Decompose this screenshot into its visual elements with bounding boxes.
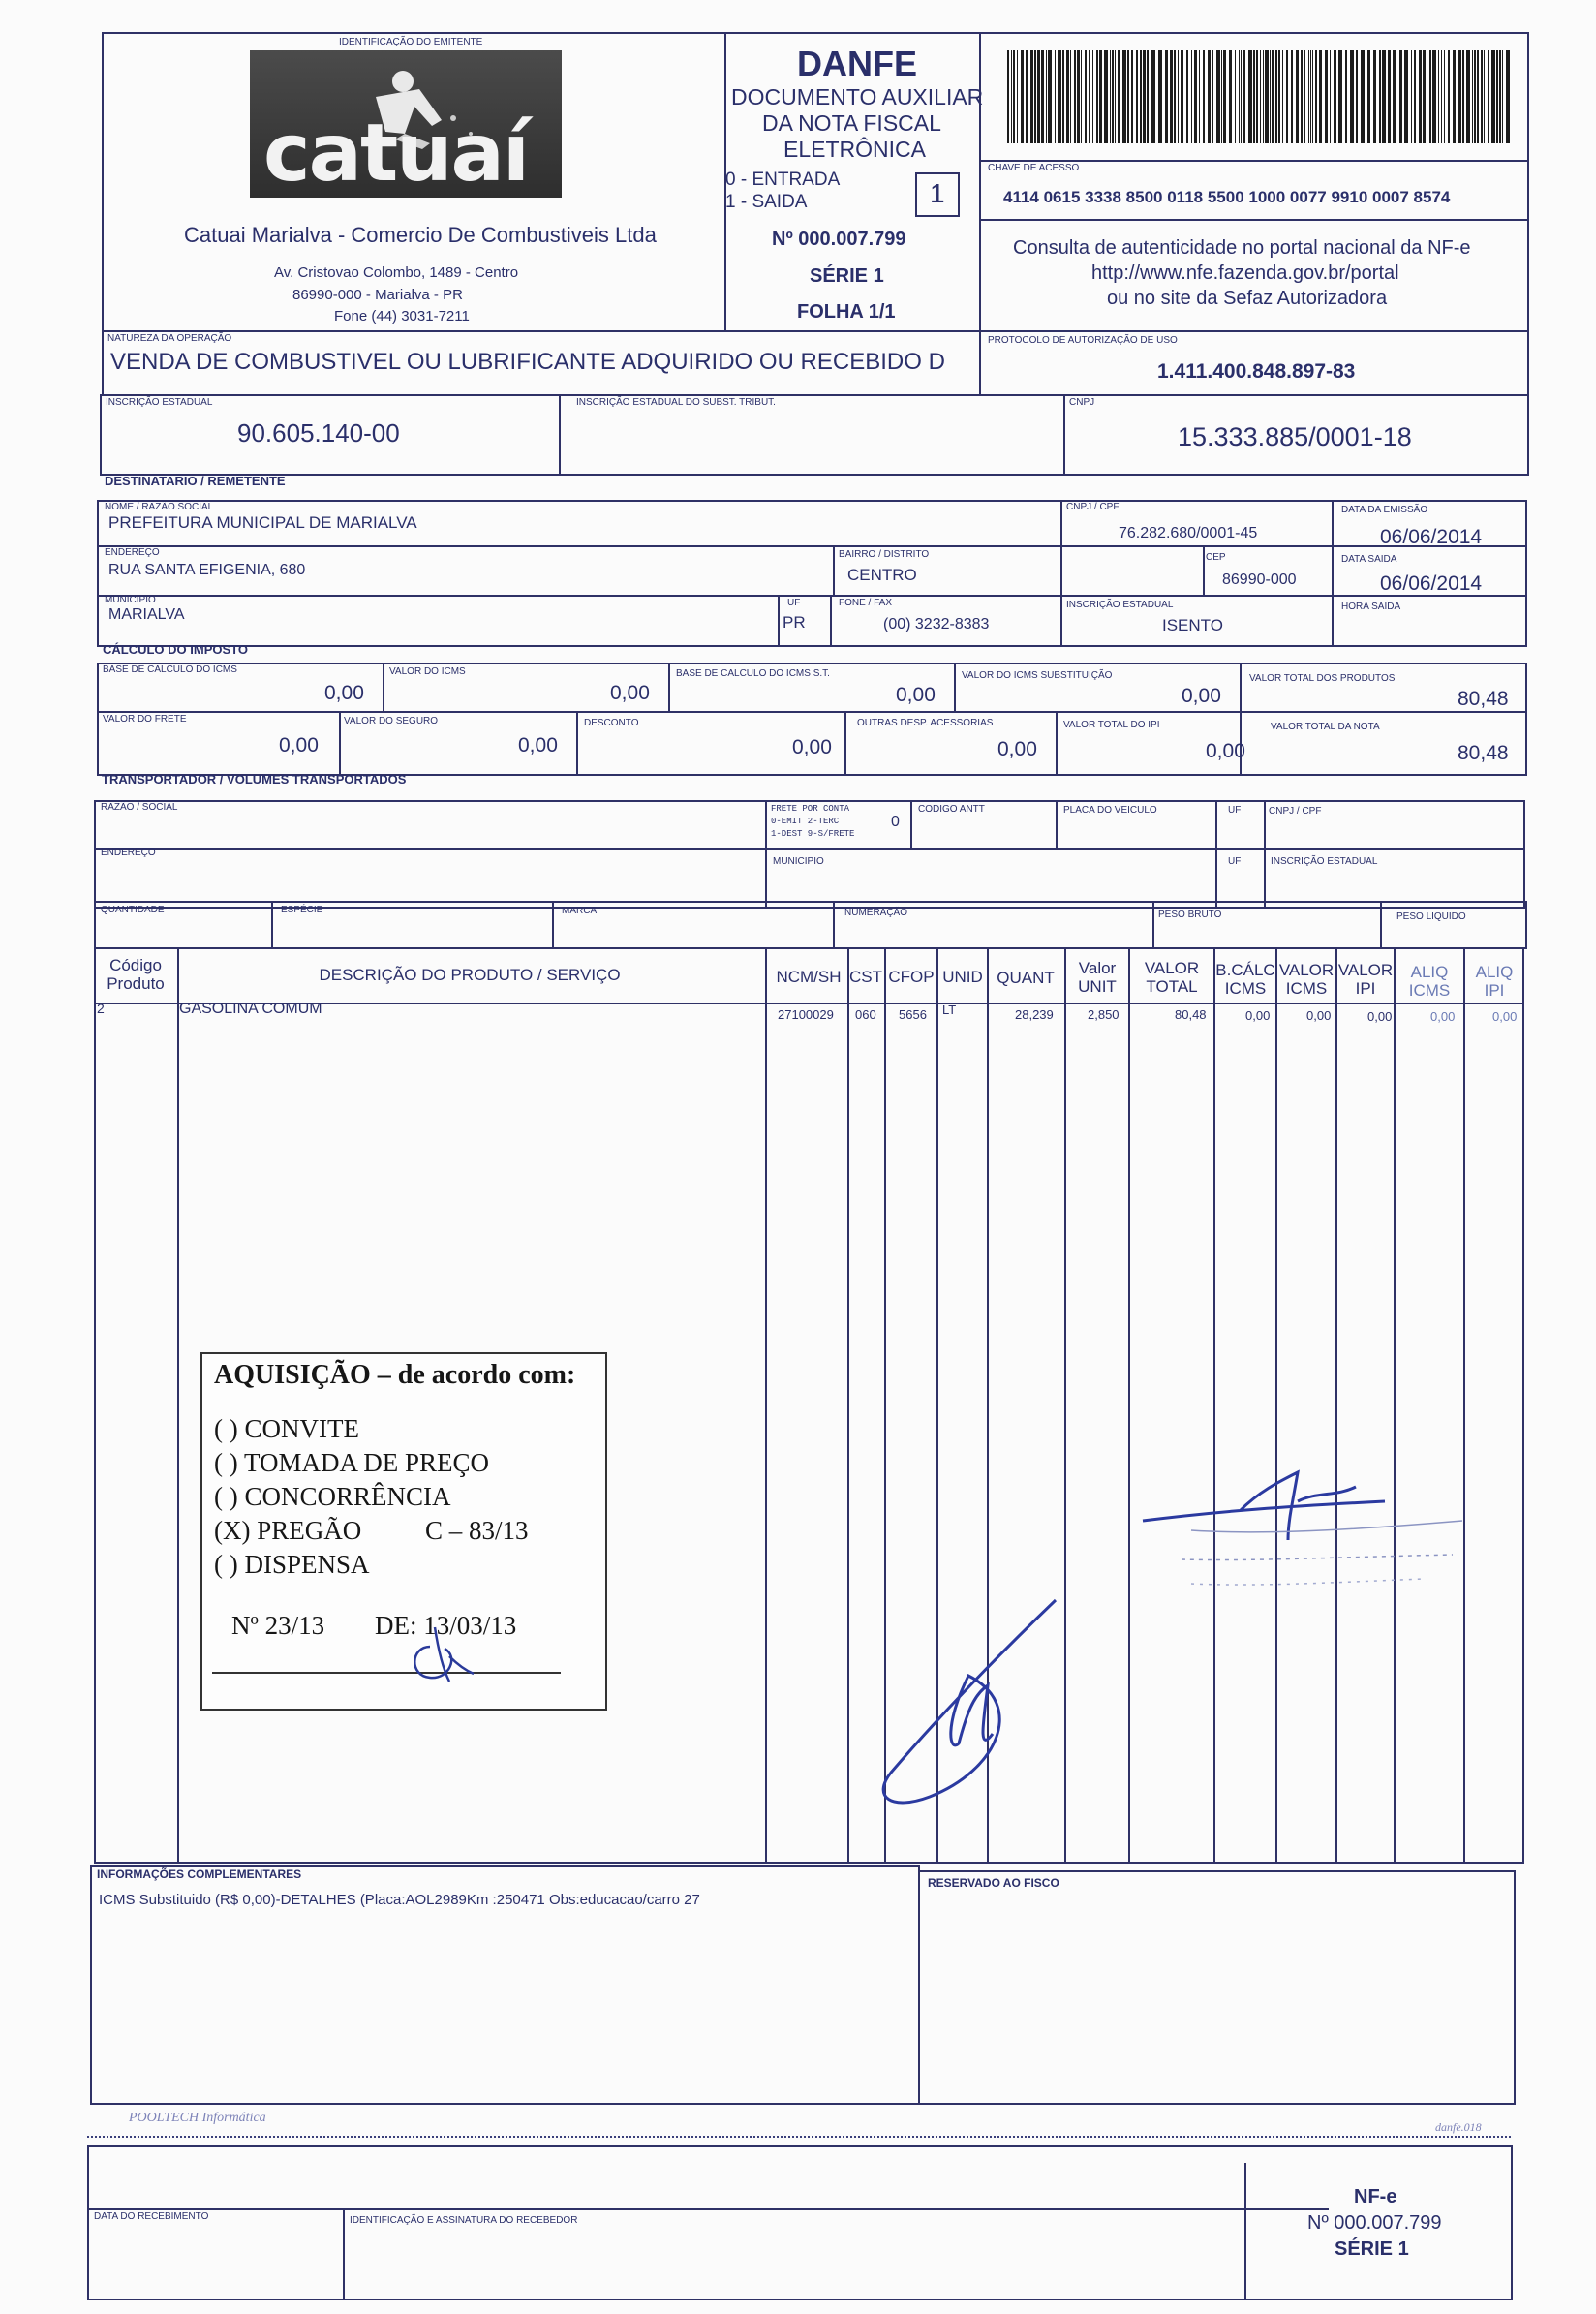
dest-endereco-label: ENDEREÇO bbox=[105, 547, 160, 558]
cell-valor-ipi: 0,00 bbox=[1367, 1009, 1393, 1024]
dest-municipio-label: MUNICIPIO bbox=[105, 595, 156, 605]
cell-aliq-icms: 0,00 bbox=[1430, 1009, 1456, 1024]
danfe-tipo: 1 bbox=[930, 178, 945, 208]
seguro-label: VALOR DO SEGURO bbox=[344, 716, 439, 726]
inscricao-value: 90.605.140-00 bbox=[237, 418, 400, 447]
dest-endereco: RUA SANTA EFIGENIA, 680 bbox=[108, 562, 306, 578]
canhoto-serie: SÉRIE 1 bbox=[1335, 2238, 1409, 2260]
chave-value: 4114 0615 3338 8500 0118 5500 1000 0077 9910 0007 8574 bbox=[1003, 188, 1451, 206]
imposto-section: CÁLCULO DO IMPOSTO bbox=[103, 642, 248, 657]
danfe-subtitle-3: ELETRÔNICA bbox=[783, 137, 926, 162]
cnpj-value: 15.333.885/0001-18 bbox=[1178, 422, 1412, 451]
danfe-saida: 1 - SAIDA bbox=[725, 192, 808, 212]
frete-conta-value: 0 bbox=[891, 814, 900, 830]
protocolo-label: PROTOCOLO DE AUTORIZAÇÃO DE USO bbox=[988, 335, 1178, 346]
th-aliq-icms: ALIQ ICMS bbox=[1408, 963, 1451, 1000]
dest-hora-label: HORA SAIDA bbox=[1341, 602, 1401, 612]
fisco-box bbox=[918, 1870, 1516, 2105]
dest-cep: 86990-000 bbox=[1222, 571, 1297, 588]
base-st: 0,00 bbox=[896, 684, 936, 706]
th-ncm: NCM/SH bbox=[776, 968, 842, 986]
valor-icms: 0,00 bbox=[610, 682, 650, 704]
dest-uf: PR bbox=[783, 613, 806, 632]
dest-nome: PREFEITURA MUNICIPAL DE MARIALVA bbox=[108, 513, 417, 532]
info-label: INFORMAÇÕES COMPLEMENTARES bbox=[97, 1867, 302, 1881]
inscricao-label: INSCRIÇÃO ESTADUAL bbox=[106, 397, 213, 408]
cell-valor-icms: 0,00 bbox=[1306, 1008, 1332, 1023]
frete-label: VALOR DO FRETE bbox=[103, 714, 187, 725]
valor-st: 0,00 bbox=[1182, 685, 1221, 707]
recebedor-label: IDENTIFICAÇÃO E ASSINATURA DO RECEBEDOR bbox=[350, 2215, 578, 2226]
cell-cfop: 5656 bbox=[899, 1007, 927, 1022]
th-unid: UNID bbox=[942, 968, 983, 986]
marca-label: MARCA bbox=[562, 906, 598, 916]
info-value: ICMS Substituido (R$ 0,00)-DETALHES (Placa:AOL2989Km :250471 Obs:educacao/carro 27 bbox=[99, 1892, 700, 1908]
aquisicao-stamp bbox=[200, 1352, 607, 1711]
dest-ie-label: INSCRIÇÃO ESTADUAL bbox=[1066, 600, 1174, 610]
valor-icms-label: VALOR DO ICMS bbox=[389, 666, 466, 677]
recebimento-label: DATA DO RECEBIMENTO bbox=[94, 2211, 209, 2222]
dest-fone: (00) 3232-8383 bbox=[883, 616, 990, 632]
th-descricao: DESCRIÇÃO DO PRODUTO / SERVIÇO bbox=[319, 966, 621, 984]
dest-emissao: 06/06/2014 bbox=[1380, 526, 1483, 548]
outras: 0,00 bbox=[998, 738, 1037, 760]
transp-municipio-label: MUNICIPIO bbox=[773, 856, 824, 867]
stamp-tomada: ( ) TOMADA DE PREÇO bbox=[214, 1448, 490, 1477]
dest-bairro-label: BAIRRO / DISTRITO bbox=[839, 549, 930, 560]
emitente-name: Catuai Marialva - Comercio De Combustiveis Ltda bbox=[184, 223, 657, 247]
subst-label: INSCRIÇÃO ESTADUAL DO SUBST. TRIBUT. bbox=[576, 397, 776, 408]
emitente-address-1: Av. Cristovao Colombo, 1489 - Centro bbox=[274, 264, 519, 281]
desconto-label: DESCONTO bbox=[584, 718, 639, 728]
cell-valor-unit: 2,850 bbox=[1088, 1007, 1120, 1022]
dest-municipio: MARIALVA bbox=[108, 606, 185, 623]
base-icms: 0,00 bbox=[324, 682, 364, 704]
danfe-serie: SÉRIE 1 bbox=[810, 265, 884, 287]
stamp-title: AQUISIÇÃO – de acordo com: bbox=[214, 1360, 576, 1390]
software-credit: POOLTECH Informática bbox=[129, 2111, 266, 2125]
frete-conta-2: 0-EMIT 2-TERC bbox=[771, 817, 840, 826]
desconto: 0,00 bbox=[792, 736, 832, 758]
dest-emissao-label: DATA DA EMISSÃO bbox=[1341, 505, 1428, 515]
catuai-logo bbox=[250, 50, 562, 198]
base-st-label: BASE DE CALCULO DO ICMS S.T. bbox=[676, 668, 830, 679]
emitente-section-label: IDENTIFICAÇÃO DO EMITENTE bbox=[339, 37, 483, 47]
total-prod: 80,48 bbox=[1458, 688, 1509, 710]
dest-nome-label: NOME / RAZÃO SOCIAL bbox=[105, 502, 214, 512]
dest-ie: ISENTO bbox=[1162, 616, 1223, 634]
total-prod-label: VALOR TOTAL DOS PRODUTOS bbox=[1249, 673, 1396, 684]
placa-label: PLACA DO VEICULO bbox=[1063, 805, 1157, 816]
danfe-numero: Nº 000.007.799 bbox=[772, 229, 906, 250]
consulta-line-3: ou no site da Sefaz Autorizadora bbox=[1107, 288, 1388, 309]
base-icms-label: BASE DE CALCULO DO ICMS bbox=[103, 664, 237, 675]
cell-bc-icms: 0,00 bbox=[1245, 1008, 1271, 1023]
valor-st-label: VALOR DO ICMS SUBSTITUIÇÃO bbox=[962, 670, 1113, 681]
danfe-subtitle-1: DOCUMENTO AUXILIAR bbox=[731, 84, 984, 109]
canhoto-numero: Nº 000.007.799 bbox=[1307, 2212, 1442, 2234]
cell-unid: LT bbox=[942, 1003, 957, 1017]
cut-line bbox=[87, 2136, 1511, 2138]
th-codigo: Código Produto bbox=[107, 956, 165, 993]
emitente-phone: Fone (44) 3031-7211 bbox=[334, 308, 470, 324]
dest-fone-label: FONE / FAX bbox=[839, 598, 893, 608]
chave-label: CHAVE DE ACESSO bbox=[988, 163, 1080, 173]
dest-saida: 06/06/2014 bbox=[1380, 572, 1483, 595]
cell-cst: 060 bbox=[855, 1007, 876, 1022]
transp-uf-label: UF bbox=[1228, 805, 1242, 816]
cell-codigo: 2 bbox=[97, 1001, 105, 1016]
stamp-numero: Nº 23/13 bbox=[231, 1611, 325, 1640]
th-valor-ipi: VALOR IPI bbox=[1337, 961, 1394, 998]
transp-ie-label: INSCRIÇÃO ESTADUAL bbox=[1271, 856, 1378, 867]
canhoto-nfe: NF-e bbox=[1354, 2186, 1397, 2207]
frete-conta-3: 1-DEST 9-S/FRETE bbox=[771, 829, 855, 839]
th-valor-unit: Valor UNIT bbox=[1078, 959, 1117, 996]
dest-saida-label: DATA SAIDA bbox=[1341, 554, 1397, 565]
danfe-entrada: 0 - ENTRADA bbox=[725, 170, 841, 190]
danfe-title: DANFE bbox=[797, 44, 917, 83]
th-aliq-ipi: ALIQ IPI bbox=[1475, 963, 1514, 1000]
canhoto-box bbox=[87, 2145, 1513, 2300]
emitente-address-2: 86990-000 - Marialva - PR bbox=[292, 287, 463, 303]
th-bc-icms: B.CÁLC ICMS bbox=[1215, 961, 1275, 998]
natureza-label: NATUREZA DA OPERAÇÃO bbox=[107, 333, 232, 344]
signature-icon bbox=[852, 1589, 1104, 1840]
cell-quant: 28,239 bbox=[1015, 1007, 1054, 1022]
ipi: 0,00 bbox=[1206, 740, 1245, 762]
initials-signature-icon bbox=[391, 1618, 478, 1685]
antt-label: CODIGO ANTT bbox=[918, 804, 985, 815]
transp-razao-label: RAZÃO / SOCIAL bbox=[101, 802, 178, 813]
consulta-line-1: Consulta de autenticidade no portal nacional da NF-e bbox=[1013, 237, 1471, 259]
cnpj-label: CNPJ bbox=[1069, 397, 1095, 408]
quantidade-label: QUANTIDADE bbox=[101, 905, 165, 915]
transportador-section: TRANSPORTADOR / VOLUMES TRANSPORTADOS bbox=[102, 772, 407, 787]
natureza-value: VENDA DE COMBUSTIVEL OU LUBRIFICANTE ADQUIRIDO OU RECEBIDO D bbox=[110, 349, 945, 375]
logo-text: catuaí bbox=[263, 108, 528, 200]
numeracao-label: NUMERAÇÃO bbox=[844, 908, 908, 918]
stamp-convite: ( ) CONVITE bbox=[214, 1414, 359, 1443]
destinatario-section: DESTINATARIO / REMETENTE bbox=[105, 474, 286, 488]
transp-cnpj-label: CNPJ / CPF bbox=[1269, 806, 1322, 817]
danfe-folha: FOLHA 1/1 bbox=[797, 301, 896, 323]
dest-bairro: CENTRO bbox=[847, 566, 917, 584]
th-cst: CST bbox=[849, 968, 882, 986]
peso-liquido-label: PESO LIQUIDO bbox=[1396, 911, 1466, 922]
transp-uf2-label: UF bbox=[1228, 856, 1242, 867]
th-quant: QUANT bbox=[997, 969, 1055, 987]
transp-endereco-label: ENDEREÇO bbox=[101, 848, 156, 858]
cell-descricao: GASOLINA COMUM bbox=[179, 1001, 322, 1017]
th-cfop: CFOP bbox=[888, 968, 935, 986]
ipi-label: VALOR TOTAL DO IPI bbox=[1063, 720, 1160, 730]
fisco-label: RESERVADO AO FISCO bbox=[928, 1876, 1059, 1890]
director-signature-icon bbox=[1133, 1453, 1482, 1608]
danfe-subtitle-2: DA NOTA FISCAL bbox=[762, 110, 941, 136]
stamp-concorrencia: ( ) CONCORRÊNCIA bbox=[214, 1482, 451, 1511]
total-nota-label: VALOR TOTAL DA NOTA bbox=[1271, 722, 1380, 732]
cell-aliq-ipi: 0,00 bbox=[1492, 1009, 1518, 1024]
dest-cnpj-label: CNPJ / CPF bbox=[1066, 502, 1120, 512]
frete-conta-1: FRETE POR CONTA bbox=[771, 804, 850, 814]
especie-label: ESPÉCIE bbox=[281, 905, 323, 915]
stamp-pregao: (X) PREGÃO bbox=[214, 1516, 362, 1545]
consulta-line-2: http://www.nfe.fazenda.gov.br/portal bbox=[1091, 262, 1399, 284]
dest-cep-label: CEP bbox=[1206, 552, 1226, 563]
outras-label: OUTRAS DESP. ACESSORIAS bbox=[857, 718, 994, 728]
cell-valor-total: 80,48 bbox=[1175, 1007, 1207, 1022]
peso-bruto-label: PESO BRUTO bbox=[1158, 910, 1222, 920]
dest-uf-label: UF bbox=[787, 598, 801, 608]
th-valor-total: VALOR TOTAL bbox=[1144, 959, 1200, 996]
stamp-data: DE: 13/03/13 bbox=[375, 1611, 517, 1640]
danfe-version: danfe.018 bbox=[1435, 2120, 1482, 2134]
barcode-icon bbox=[1007, 50, 1511, 147]
frete: 0,00 bbox=[279, 734, 319, 756]
protocolo-value: 1.411.400.848.897-83 bbox=[1157, 360, 1356, 383]
stamp-pregao-ref: C – 83/13 bbox=[425, 1516, 529, 1545]
th-valor-icms: VALOR ICMS bbox=[1278, 961, 1335, 998]
seguro: 0,00 bbox=[518, 734, 558, 756]
total-nota: 80,48 bbox=[1458, 742, 1509, 764]
stamp-dispensa: ( ) DISPENSA bbox=[214, 1550, 370, 1579]
cell-ncm: 27100029 bbox=[778, 1007, 834, 1022]
dest-cnpj: 76.282.680/0001-45 bbox=[1119, 525, 1258, 541]
